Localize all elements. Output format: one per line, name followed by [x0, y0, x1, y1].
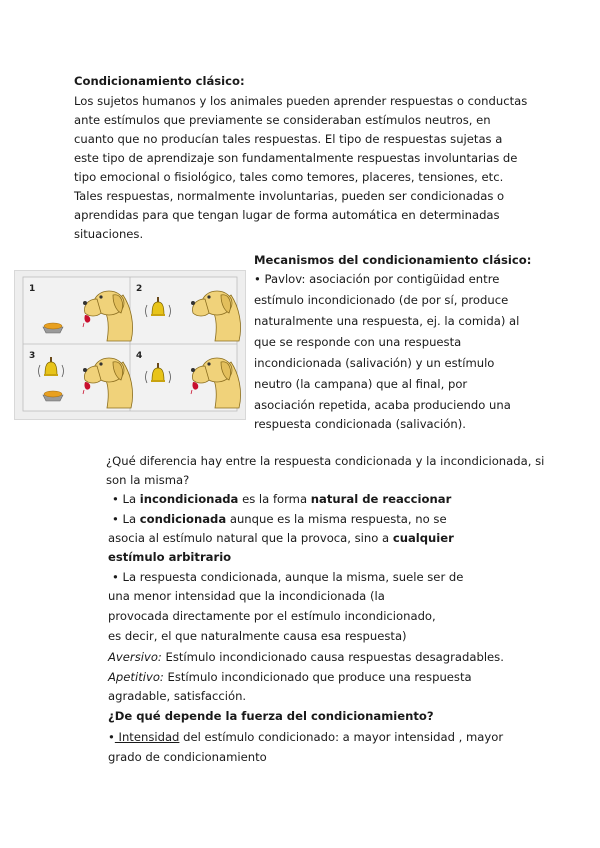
definition-label: Apetitivo: — [108, 670, 164, 684]
bullet-intensidad-line: es decir, el que naturalmente causa esa respuesta) — [108, 629, 407, 643]
bullet-text: aunque es la misma respuesta, no se — [226, 512, 447, 526]
mechanisms-line: que se responde con una respuesta — [254, 335, 462, 349]
fuerza-text: del estímulo condicionado: a mayor intensidad , mayor — [179, 730, 504, 744]
bullet-dot: • — [108, 730, 115, 744]
definition-text: Estímulo incondicionado causa respuestas desagradables. — [161, 650, 504, 664]
mechanisms-line: respuesta condicionada (salivación). — [254, 417, 466, 431]
intro-line: ante estímulos que previamente se consideraban estímulos neutros, en — [74, 113, 491, 127]
panel-number: 2 — [136, 284, 143, 294]
bullet-condicionada — [112, 510, 447, 529]
intro-line: Tales respuestas, normalmente involuntarias, pueden ser condicionadas o — [74, 189, 505, 203]
question-line: ¿Qué diferencia hay entre la respuesta condicionada y la incondicionada, si — [106, 454, 545, 468]
mechanisms-line: naturalmente una respuesta, ej. la comida) al — [254, 314, 520, 328]
intro-line: situaciones. — [74, 227, 144, 241]
definition-label: Aversivo: — [108, 650, 162, 664]
definition-text: Estímulo incondicionado que produce una respuesta — [163, 670, 472, 684]
mechanisms-line: asociación repetida, acaba produciendo una — [254, 398, 511, 412]
intro-line: cuanto que no producían tales respuestas. El tipo de respuestas sujetas a — [74, 132, 503, 146]
bullet-intensidad-line: • La respuesta condicionada, aunque la misma, suele ser de — [112, 570, 464, 584]
bullet-condicionada-line2 — [108, 529, 454, 548]
bullet-term: cualquier — [392, 531, 454, 545]
fuerza-line2: grado de condicionamiento — [108, 750, 267, 764]
aversivo-definition — [108, 648, 504, 667]
question-line: son la misma? — [106, 473, 190, 487]
mechanisms-line: incondicionada (salivación) y un estímulo — [254, 356, 495, 370]
fuerza-heading: ¿De qué depende la fuerza del condicionamiento? — [108, 709, 434, 723]
fuerza-bullet — [108, 728, 503, 747]
panel-number: 1 — [29, 284, 36, 294]
mechanisms-line: • Pavlov: asociación por contigüidad entre — [254, 272, 500, 286]
pavlov-figure — [14, 270, 246, 420]
bullet-text: • La — [112, 492, 140, 506]
apetitivo-line2: agradable, satisfacción. — [108, 689, 247, 703]
bullet-incondicionada — [112, 490, 451, 509]
panel-number: 4 — [136, 351, 143, 361]
bullet-intensidad-line: provocada directamente por el estímulo incondicionado, — [108, 609, 436, 623]
bullet-text: asocia al estímulo natural que la provoca, sino a — [108, 531, 393, 545]
intro-line: aprendidas para que tengan lugar de forma automática en determinadas — [74, 208, 500, 222]
mechanisms-heading: Mecanismos del condicionamiento clásico: — [254, 253, 532, 267]
bullet-text: es la forma — [238, 492, 311, 506]
panel-number: 3 — [29, 351, 36, 361]
bullet-term: incondicionada — [139, 492, 239, 506]
intro-line: Los sujetos humanos y los animales pueden aprender respuestas o conductas — [74, 94, 528, 108]
mechanisms-line: estímulo incondicionado (de por sí, produce — [254, 293, 509, 307]
mechanisms-line: neutro (la campana) que al final, por — [254, 377, 468, 391]
pavlov-illustration — [15, 271, 245, 419]
bullet-term: natural de reaccionar — [310, 492, 452, 506]
bullet-term: condicionada — [139, 512, 227, 526]
bullet-intensidad-line: una menor intensidad que la incondicionada (la — [108, 589, 385, 603]
intro-line: tipo emocional o fisiológico, tales como temores, placeres, tensiones, etc. — [74, 170, 504, 184]
fuerza-term: Intensidad — [114, 730, 180, 744]
intro-line: este tipo de aprendizaje son fundamentalmente respuestas involuntarias de — [74, 151, 518, 165]
section-title: Condicionamiento clásico: — [74, 74, 245, 88]
apetitivo-definition — [108, 668, 472, 687]
bullet-condicionada-line3: estímulo arbitrario — [108, 550, 232, 564]
food-icon — [44, 391, 62, 397]
food-icon — [44, 323, 62, 329]
bullet-text: • La — [112, 512, 140, 526]
